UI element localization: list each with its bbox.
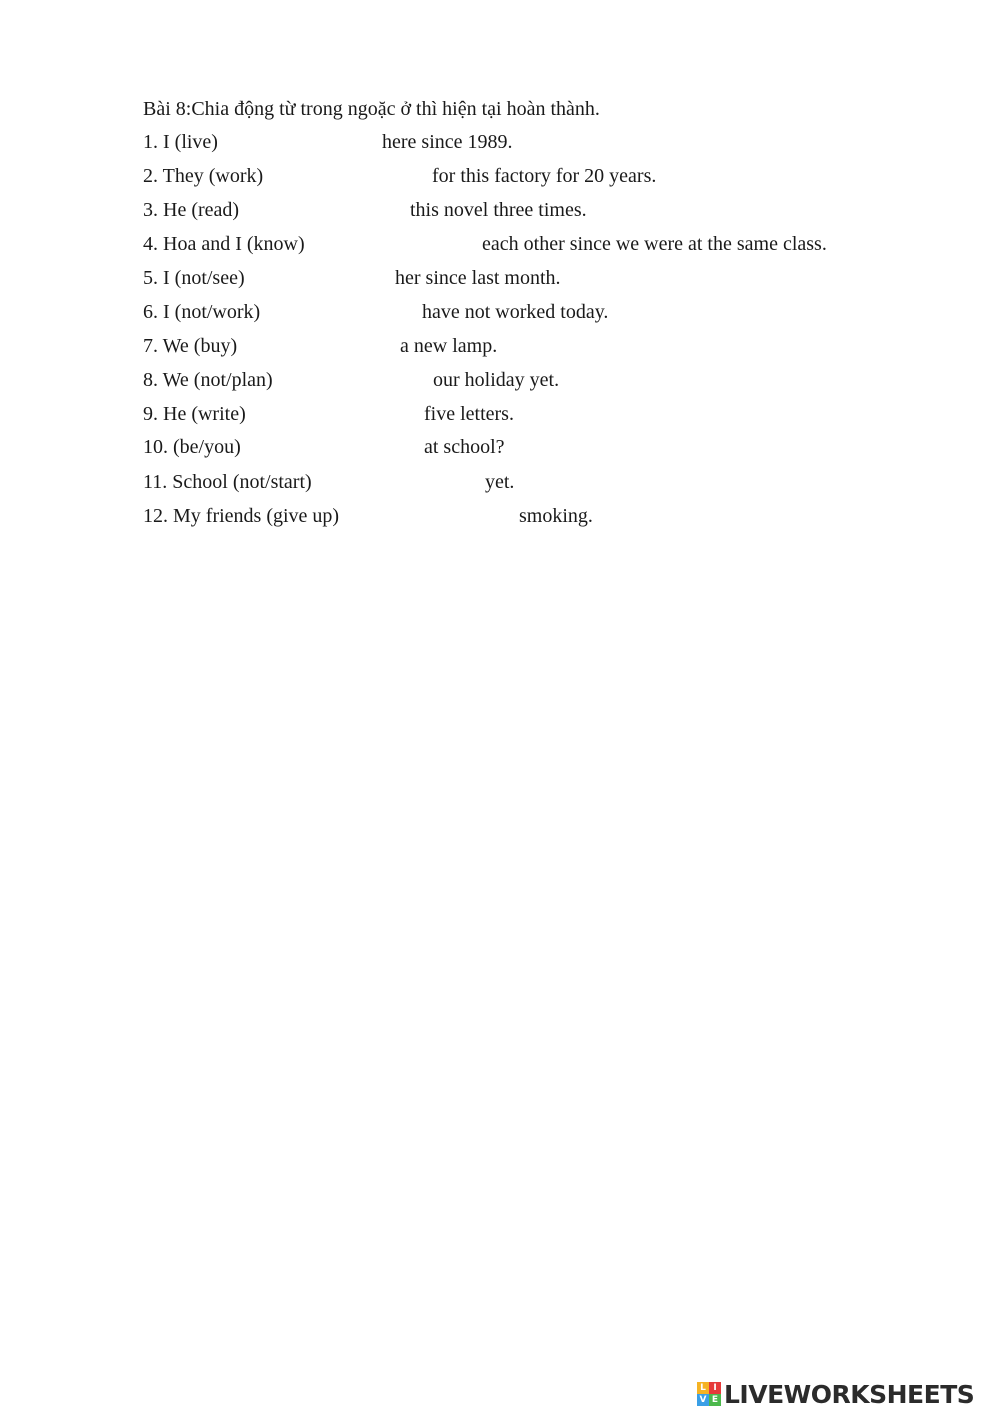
answer-input-10[interactable] bbox=[258, 436, 416, 458]
liveworksheets-brand bbox=[697, 1378, 974, 1410]
answer-input-5[interactable] bbox=[260, 267, 387, 289]
answer-input-6[interactable] bbox=[278, 301, 414, 323]
answer-input-9[interactable] bbox=[262, 403, 416, 425]
exercise-tail-2: for this factory for 20 years. bbox=[432, 165, 657, 187]
exercise-tail-3: this novel three times. bbox=[410, 199, 587, 221]
exercise-tail-11: yet. bbox=[485, 471, 515, 493]
exercise-tail-7: a new lamp. bbox=[400, 335, 498, 357]
exercise-tail-4: each other since we were at the same class. bbox=[482, 233, 827, 255]
exercise-row-2 bbox=[0, 164, 1000, 190]
exercise-tail-6: have not worked today. bbox=[422, 301, 609, 323]
answer-input-2[interactable] bbox=[282, 165, 424, 187]
exercise-row-12 bbox=[0, 504, 1000, 530]
exercise-prompt-7: 7. We (buy) bbox=[143, 335, 238, 357]
logo-letter-v: V bbox=[697, 1394, 709, 1406]
exercise-prompt-5: 5. I (not/see) bbox=[143, 267, 245, 289]
exercise-row-5 bbox=[0, 266, 1000, 292]
exercise-prompt-2: 2. They (work) bbox=[143, 165, 264, 187]
exercise-prompt-4: 4. Hoa and I (know) bbox=[143, 233, 305, 255]
exercise-row-3 bbox=[0, 198, 1000, 224]
exercise-row-6 bbox=[0, 300, 1000, 326]
answer-input-8[interactable] bbox=[294, 369, 425, 391]
exercise-row-9 bbox=[0, 402, 1000, 428]
exercise-row-7 bbox=[0, 334, 1000, 360]
answer-input-1[interactable] bbox=[232, 131, 374, 153]
exercise-row-4 bbox=[0, 232, 1000, 258]
exercise-prompt-12: 12. My friends (give up) bbox=[143, 505, 340, 527]
answer-input-11[interactable] bbox=[336, 471, 477, 493]
logo-letter-e: E bbox=[709, 1394, 721, 1406]
exercise-row-11 bbox=[0, 470, 1000, 496]
logo-letter-i: I bbox=[709, 1382, 721, 1394]
exercise-row-1 bbox=[0, 130, 1000, 156]
exercise-tail-12: smoking. bbox=[519, 505, 593, 527]
exercise-tail-9: five letters. bbox=[424, 403, 514, 425]
exercise-tail-8: our holiday yet. bbox=[433, 369, 560, 391]
exercise-row-10 bbox=[0, 435, 1000, 461]
exercise-prompt-10: 10. (be/you) bbox=[143, 436, 241, 458]
answer-input-7[interactable] bbox=[254, 335, 392, 357]
exercise-title: Bài 8:Chia động từ trong ngoặc ở thì hiện tại hoàn thành. bbox=[143, 98, 600, 120]
exercise-prompt-8: 8. We (not/plan) bbox=[143, 369, 273, 391]
exercise-tail-10: at school? bbox=[424, 436, 505, 458]
exercise-prompt-11: 11. School (not/start) bbox=[143, 471, 312, 493]
answer-input-12[interactable] bbox=[366, 505, 511, 527]
answer-input-4[interactable] bbox=[326, 233, 474, 255]
liveworksheets-logo-icon bbox=[697, 1382, 721, 1406]
exercise-prompt-9: 9. He (write) bbox=[143, 403, 246, 425]
exercise-prompt-3: 3. He (read) bbox=[143, 199, 240, 221]
answer-input-3[interactable] bbox=[256, 199, 402, 221]
exercise-tail-1: here since 1989. bbox=[382, 131, 513, 153]
brand-name: LIVEWORKSHEETS bbox=[724, 1379, 975, 1409]
exercise-prompt-6: 6. I (not/work) bbox=[143, 301, 261, 323]
logo-letter-l: L bbox=[697, 1382, 709, 1394]
exercise-prompt-1: 1. I (live) bbox=[143, 131, 218, 153]
exercise-row-8 bbox=[0, 368, 1000, 394]
exercise-tail-5: her since last month. bbox=[395, 267, 561, 289]
